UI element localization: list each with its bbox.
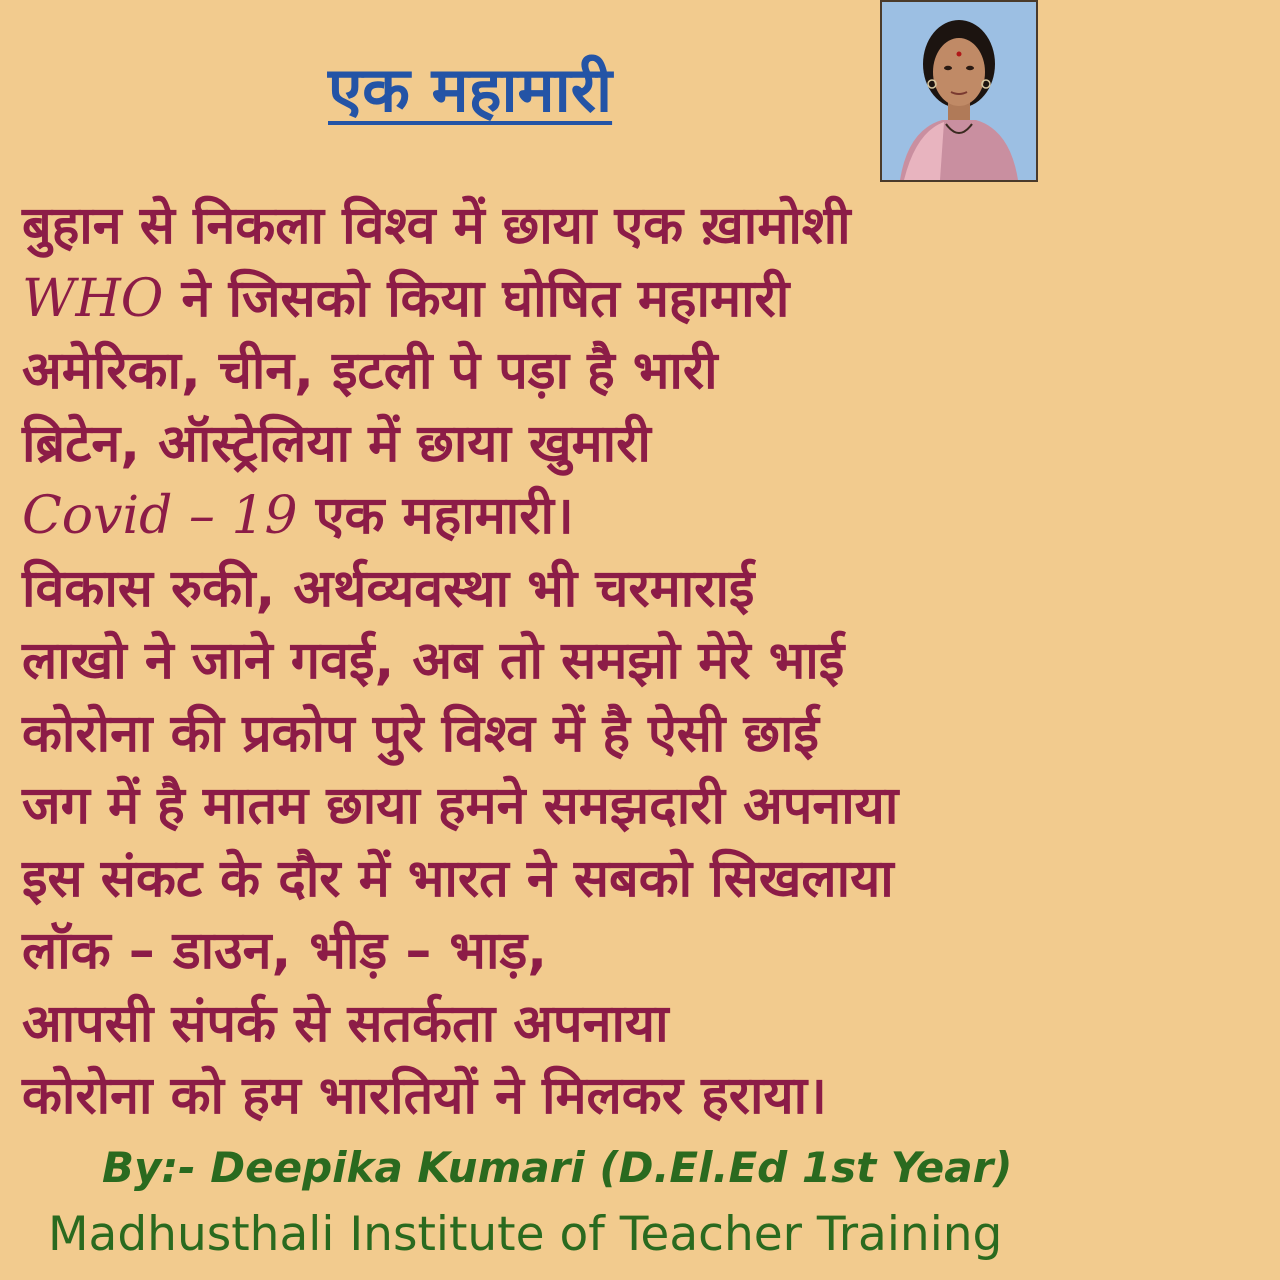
poem-line: आपसी संपर्क से सतर्कता अपनाया (22, 993, 669, 1054)
author-byline: By:- Deepika Kumari (D.El.Ed 1st Year) (102, 1143, 1013, 1192)
institute-name: Madhusthali Institute of Teacher Training (48, 1207, 1003, 1262)
poem-line: लॉक – डाउन, भीड़ – भाड़, (22, 921, 548, 981)
poem-line: जग में है मातम छाया हमने समझदारी अपनाया (22, 776, 899, 836)
poem-line: अमेरिका, चीन, इटली पे पड़ा है भारी (22, 341, 718, 401)
poem-line: कोरोना को हम भारतियों ने मिलकर हराया। (22, 1066, 827, 1126)
poem-title: एक महामारी (328, 53, 613, 126)
poem-line: लाखो ने जाने गवई, अब तो समझो मेरे भाई (22, 631, 845, 691)
poem-body (22, 190, 1262, 1133)
author-photo (880, 0, 1038, 182)
poem-line: बुहान से निकला विश्व में छाया एक ख़ामोशी (22, 196, 851, 256)
poem-line: कोरोना की प्रकोप पुरे विश्व में है ऐसी छाई (22, 703, 819, 764)
poem-line: इस संकट के दौर में भारत ने सबको सिखलाया (22, 848, 894, 909)
poem-line: WHO ने जिसको किया घोषित महामारी (22, 268, 790, 329)
author-portrait-image (882, 2, 1036, 180)
poem-line: विकास रुकी, अर्थव्यवस्था भी चरमाराई (22, 558, 755, 619)
poem-line: ब्रिटेन, ऑस्ट्रेलिया में छाया खुमारी (22, 413, 651, 474)
poem-line: Covid – 19 एक महामारी। (22, 486, 574, 546)
